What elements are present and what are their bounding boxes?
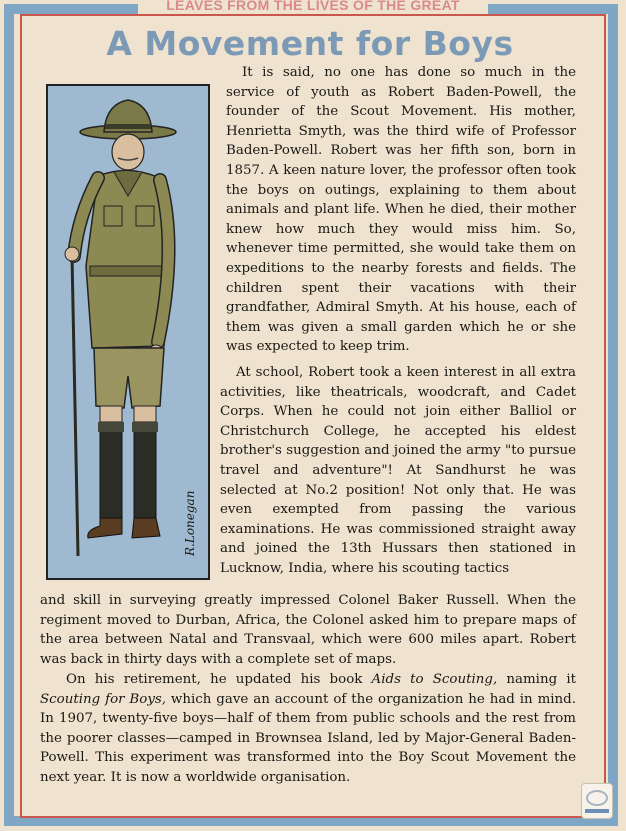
paragraph-1-text: It is said, no one has done so much in the service of youth as Robert Baden-Powell, the founder of the Scout Movement. His mother, Henrietta Smyth, was the third wife of Professor Baden-Powell. Robert was her fifth son, born in 1857. A keen nature lover, the professor often took the boys on outings, explaining to them about animals and plant life. When he died, their mother knew how much they would miss him. So, whenever time permitted, she would take them on expeditions to the nearby forests and fields. The children spent their vacations with their grandfather, Admiral Smyth. At his house, each of them was given a small garden which he or she was expected to keep trim. xyxy=(226,65,576,355)
paragraph-3-rest: which gave an account of the organization he had in mind. In 1907, twenty-five boys—half of them from public schools and the rest from the poorer classes—camped in Brownsea Island, led by Major-General Baden-Powell. This experiment was transformed into the Boy Scout Movement the next year. It is now a worldwide organisation. xyxy=(40,691,577,785)
paragraph-2-text: At school, Robert took a keen interest in all extra activities, like theatricals, woodcraft, and Cadet Corps. When he could not join either Balliol or Christchurch College, he accepted his eldest brother's suggestion and joined the army "to pursue travel and adventure"! At Sandhurst he was selected at No.2 position! Not only that. He was even exempted from passing the various examinations. He was commissioned straight away and joined the 13th Hussars then stationed in Lucknow, India, where his scouting tactics xyxy=(220,365,576,576)
book-title-scouting-for-boys: Scouting for Boys, xyxy=(40,691,167,707)
paragraph-2-continued: and skill in surveying greatly impressed Colonel Baker Russell. When the regiment moved to Durban, Africa, the Colonel asked him to prepare maps of the area between Natal and Transvaal, which were 600 miles apart. Robert was back in thirty days with a complete set of maps. xyxy=(40,593,576,667)
paragraph-1 xyxy=(226,63,576,357)
paragraph-2 xyxy=(220,363,576,579)
publisher-logo-icon xyxy=(581,783,613,819)
article-title: A Movement for Boys xyxy=(106,24,514,63)
paragraph-3 xyxy=(40,670,576,788)
paragraph-3-middle: naming it xyxy=(497,672,576,687)
paragraph-3-lead: On his retirement, he updated his book xyxy=(66,672,372,687)
artist-signature: R.Lonegan xyxy=(183,490,197,556)
scout-figure-drawing xyxy=(48,86,208,578)
book-title-aids-to-scouting: Aids to Scouting, xyxy=(371,672,498,687)
baden-powell-illustration xyxy=(46,84,210,580)
series-header: LEAVES FROM THE LIVES OF THE GREAT xyxy=(166,0,460,13)
